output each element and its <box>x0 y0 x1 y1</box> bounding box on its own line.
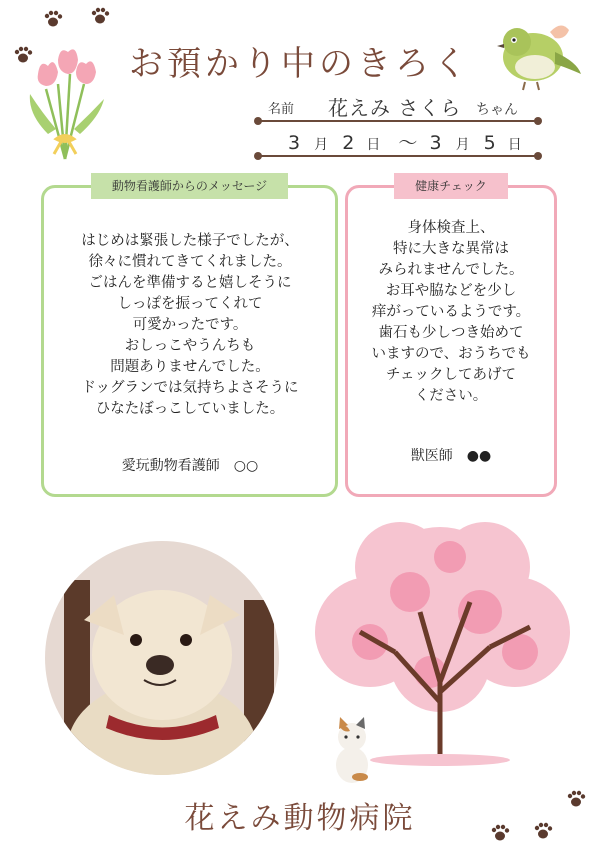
date-day-char-end: 日 <box>507 137 522 153</box>
cat-illustration <box>330 715 374 785</box>
message-line: おしっこやうんちも <box>124 338 256 354</box>
vet-signature: 獣医師 ●● <box>410 448 492 464</box>
date-month-char-start: 月 <box>314 137 329 153</box>
date-month-end: 3 <box>429 132 442 154</box>
message-line: 身体検査上、 <box>407 220 495 236</box>
message-line: ひなたぼっこしていました。 <box>95 401 285 417</box>
message-line: 特に大きな異常は <box>393 241 509 257</box>
message-line: ドッグランでは気持ちよさそうに <box>81 380 299 396</box>
date-day-end: 5 <box>483 132 496 154</box>
message-line: はじめは緊張した様子でしたが、 <box>81 233 299 249</box>
date-month-start: 3 <box>288 132 301 154</box>
message-line: 歯石も少しつき始めて <box>378 325 524 341</box>
nurse-message-tab: 動物看護師からのメッセージ <box>91 173 288 199</box>
message-line: ごはんを準備すると嬉しそうに <box>88 275 292 291</box>
paw-print-icon <box>42 8 64 30</box>
message-line: お耳や脇などを少し <box>385 283 517 299</box>
message-line: しっぽを振ってくれて <box>117 296 263 312</box>
message-line: みられませんでした。 <box>378 262 524 278</box>
date-month-char-end: 月 <box>455 137 470 153</box>
page-title: お預かり中のきろく <box>129 44 471 84</box>
name-label: 名前 <box>268 102 295 117</box>
date-separator: ～ <box>398 132 418 154</box>
message-line: 問題ありませんでした。 <box>110 359 270 375</box>
date-day-start: 2 <box>342 132 355 154</box>
dog-photo <box>44 540 280 776</box>
message-line: チェックしてあげて <box>385 367 517 383</box>
name-underline <box>258 120 538 122</box>
message-line: 可愛かったです。 <box>132 317 248 333</box>
stay-dates <box>288 128 528 155</box>
message-line: 徐々に慣れてきてくれました。 <box>88 254 292 270</box>
health-check-tab: 健康チェック <box>394 173 508 199</box>
name-suffix: ちゃん <box>476 102 518 118</box>
nurse-message-text <box>50 231 330 420</box>
nurse-signature: 愛玩動物看護師 ○○ <box>121 458 259 474</box>
message-line: 痒がっているようです。 <box>371 304 531 320</box>
message-line: ください。 <box>414 388 488 404</box>
date-underline <box>258 155 538 157</box>
pet-name: 花えみ さくら <box>328 96 462 120</box>
clinic-name: 花えみ動物病院 <box>184 801 416 836</box>
health-check-text <box>352 218 550 407</box>
message-line: いますので、おうちでも <box>371 346 531 362</box>
paw-print-icon <box>89 5 111 27</box>
date-day-char-start: 日 <box>366 137 381 153</box>
